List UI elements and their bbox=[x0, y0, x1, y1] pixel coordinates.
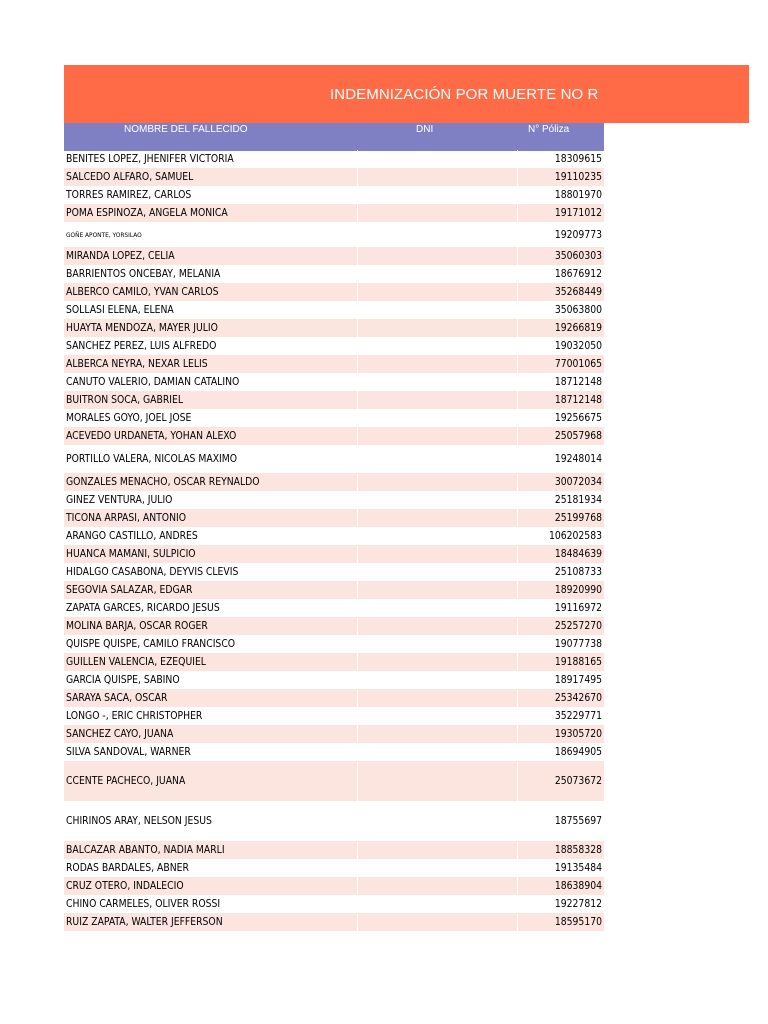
poliza-cell: 77001065 bbox=[554, 358, 602, 370]
table-row bbox=[64, 473, 604, 491]
deceased-name-cell: RODAS BARDALES, ABNER bbox=[66, 862, 189, 874]
table-row bbox=[64, 427, 604, 445]
deceased-name-cell: MIRANDA LOPEZ, CELIA bbox=[66, 250, 175, 262]
poliza-cell: 19266819 bbox=[554, 322, 602, 334]
table-row bbox=[64, 204, 604, 222]
deceased-name-cell: BUITRON SOCA, GABRIEL bbox=[66, 394, 184, 406]
poliza-cell: 18484639 bbox=[554, 548, 602, 560]
dni-cell bbox=[357, 509, 518, 527]
deceased-name-cell: QUISPE QUISPE, CAMILO FRANCISCO bbox=[66, 638, 236, 650]
dni-cell bbox=[357, 527, 518, 545]
poliza-cell: 19116972 bbox=[554, 602, 602, 614]
table-row bbox=[64, 859, 604, 877]
table-row bbox=[64, 509, 604, 527]
poliza-cell: 19171012 bbox=[554, 207, 602, 219]
dni-cell bbox=[357, 491, 518, 509]
table-row bbox=[64, 373, 604, 391]
poliza-cell: 19305720 bbox=[554, 728, 602, 740]
deceased-name-cell: GINEZ VENTURA, JULIO bbox=[66, 494, 173, 506]
dni-cell bbox=[357, 204, 518, 222]
table-row bbox=[64, 635, 604, 653]
table-row bbox=[64, 527, 604, 545]
table-row bbox=[64, 491, 604, 509]
deceased-name-cell: CHIRINOS ARAY, NELSON JESUS bbox=[66, 815, 212, 827]
table-row bbox=[64, 743, 604, 761]
poliza-cell: 35268449 bbox=[554, 286, 602, 298]
deceased-name-cell: CCENTE PACHECO, JUANA bbox=[66, 775, 186, 787]
dni-cell bbox=[357, 913, 518, 931]
dni-cell bbox=[357, 725, 518, 743]
table-row bbox=[64, 445, 604, 473]
poliza-cell: 19032050 bbox=[554, 340, 602, 352]
poliza-cell: 18309615 bbox=[554, 153, 602, 165]
deceased-name-cell: POMA ESPINOZA, ANGELA MONICA bbox=[66, 207, 228, 219]
dni-cell bbox=[357, 707, 518, 725]
deceased-name-cell: SALCEDO ALFARO, SAMUEL bbox=[66, 171, 194, 183]
table-row bbox=[64, 283, 604, 301]
dni-cell bbox=[357, 671, 518, 689]
deceased-name-cell: GUILLEN VALENCIA, EZEQUIEL bbox=[66, 656, 206, 668]
poliza-cell: 25073672 bbox=[554, 775, 602, 787]
dni-cell bbox=[357, 841, 518, 859]
dni-cell bbox=[357, 427, 518, 445]
deceased-name-cell: ZAPATA GARCES, RICARDO JESUS bbox=[66, 602, 220, 614]
poliza-cell: 106202583 bbox=[548, 530, 602, 542]
deceased-name-cell: BARRIENTOS ONCEBAY, MELANIA bbox=[66, 268, 221, 280]
deceased-name-cell: SARAYA SACA, OSCAR bbox=[66, 692, 168, 704]
dni-cell bbox=[357, 653, 518, 671]
poliza-cell: 25181934 bbox=[554, 494, 602, 506]
table-row bbox=[64, 761, 604, 801]
poliza-cell: 18712148 bbox=[554, 376, 602, 388]
poliza-cell: 19209773 bbox=[554, 228, 602, 241]
table-row bbox=[64, 337, 604, 355]
table-row bbox=[64, 355, 604, 373]
poliza-cell: 18801970 bbox=[554, 189, 602, 201]
dni-cell bbox=[357, 801, 518, 841]
deceased-name-cell: LONGO -, ERIC CHRISTOPHER bbox=[66, 710, 203, 722]
dni-cell bbox=[357, 301, 518, 319]
poliza-cell: 18676912 bbox=[554, 268, 602, 280]
poliza-cell: 19077738 bbox=[554, 638, 602, 650]
table-row bbox=[64, 581, 604, 599]
table-row bbox=[64, 150, 604, 168]
poliza-cell: 19248014 bbox=[554, 453, 602, 465]
deceased-name-cell: PORTILLO VALERA, NICOLAS MAXIMO bbox=[66, 453, 238, 465]
table-row bbox=[64, 617, 604, 635]
poliza-cell: 25108733 bbox=[554, 566, 602, 578]
dni-cell bbox=[357, 877, 518, 895]
table-row bbox=[64, 689, 604, 707]
deceased-name-cell: HIDALGO CASABONA, DEYVIS CLEVIS bbox=[66, 566, 239, 578]
deceased-name-cell: TORRES RAMIREZ, CARLOS bbox=[66, 189, 192, 201]
dni-cell bbox=[357, 445, 518, 473]
dni-cell bbox=[357, 895, 518, 913]
dni-cell bbox=[357, 373, 518, 391]
column-header-poliza: N° Póliza bbox=[528, 124, 570, 135]
poliza-cell: 25199768 bbox=[554, 512, 602, 524]
dni-cell bbox=[357, 581, 518, 599]
dni-cell bbox=[357, 319, 518, 337]
deceased-name-cell: RUIZ ZAPATA, WALTER JEFFERSON bbox=[66, 916, 223, 928]
deceased-name-cell: TICONA ARPASI, ANTONIO bbox=[66, 512, 187, 524]
deceased-name-cell: MORALES GOYO, JOEL JOSE bbox=[66, 412, 192, 424]
dni-cell bbox=[357, 689, 518, 707]
table-row bbox=[64, 222, 604, 247]
table-row bbox=[64, 877, 604, 895]
deceased-name-cell: SANCHEZ PEREZ, LUIS ALFREDO bbox=[66, 340, 217, 352]
poliza-cell: 25342670 bbox=[554, 692, 602, 704]
deceased-name-cell: ARANGO CASTILLO, ANDRES bbox=[66, 530, 198, 542]
table-row bbox=[64, 301, 604, 319]
poliza-cell: 18755697 bbox=[554, 815, 602, 827]
table-row bbox=[64, 725, 604, 743]
poliza-cell: 35063800 bbox=[554, 304, 602, 316]
dni-cell bbox=[357, 337, 518, 355]
poliza-cell: 35229771 bbox=[554, 710, 602, 722]
deceased-name-cell: CHINO CARMELES, OLIVER ROSSI bbox=[66, 898, 221, 910]
poliza-cell: 35060303 bbox=[554, 250, 602, 262]
poliza-cell: 18917495 bbox=[554, 674, 602, 686]
deceased-name-cell: GONZALES MENACHO, OSCAR REYNALDO bbox=[66, 476, 260, 488]
table-row bbox=[64, 801, 604, 841]
table-row bbox=[64, 671, 604, 689]
table-body bbox=[64, 150, 604, 931]
page-title: INDEMNIZACIÓN POR MUERTE NO R bbox=[330, 86, 599, 103]
poliza-cell: 19110235 bbox=[554, 171, 602, 183]
table-row bbox=[64, 247, 604, 265]
dni-cell bbox=[357, 859, 518, 877]
table-row bbox=[64, 168, 604, 186]
table-row bbox=[64, 186, 604, 204]
poliza-cell: 25057968 bbox=[554, 430, 602, 442]
poliza-cell: 19227812 bbox=[554, 898, 602, 910]
dni-cell bbox=[357, 186, 518, 204]
deceased-name-cell: CANUTO VALERIO, DAMIAN CATALINO bbox=[66, 376, 240, 388]
deceased-name-cell: CRUZ OTERO, INDALECIO bbox=[66, 880, 184, 892]
dni-cell bbox=[357, 222, 518, 247]
poliza-cell: 19135484 bbox=[554, 862, 602, 874]
dni-cell bbox=[357, 761, 518, 801]
deceased-name-cell: SILVA SANDOVAL, WARNER bbox=[66, 746, 191, 758]
dni-cell bbox=[357, 265, 518, 283]
dni-cell bbox=[357, 391, 518, 409]
table-row bbox=[64, 545, 604, 563]
deceased-name-cell: HUANCA MAMANI, SULPICIO bbox=[66, 548, 196, 560]
dni-cell bbox=[357, 168, 518, 186]
table-row bbox=[64, 895, 604, 913]
deceased-name-cell: SOLLASI ELENA, ELENA bbox=[66, 304, 174, 316]
dni-cell bbox=[357, 247, 518, 265]
poliza-cell: 25257270 bbox=[554, 620, 602, 632]
table-row bbox=[64, 653, 604, 671]
table-row bbox=[64, 563, 604, 581]
deceased-name-cell: HUAYTA MENDOZA, MAYER JULIO bbox=[66, 322, 218, 334]
poliza-cell: 30072034 bbox=[554, 476, 602, 488]
deceased-name-cell: ACEVEDO URDANETA, YOHAN ALEXO bbox=[66, 430, 237, 442]
poliza-cell: 18638904 bbox=[554, 880, 602, 892]
dni-cell bbox=[357, 599, 518, 617]
deceased-name-cell: SEGOVIA SALAZAR, EDGAR bbox=[66, 584, 193, 596]
dni-cell bbox=[357, 545, 518, 563]
dni-cell bbox=[357, 635, 518, 653]
poliza-cell: 18595170 bbox=[554, 916, 602, 928]
dni-cell bbox=[357, 355, 518, 373]
column-header-name: NOMBRE DEL FALLECIDO bbox=[124, 124, 248, 135]
dni-cell bbox=[357, 563, 518, 581]
deceased-name-cell: BALCAZAR ABANTO, NADIA MARLI bbox=[66, 844, 225, 856]
table-row bbox=[64, 409, 604, 427]
dni-cell bbox=[357, 283, 518, 301]
deceased-name-cell: GARCIA QUISPE, SABINO bbox=[66, 674, 180, 686]
dni-cell bbox=[357, 743, 518, 761]
poliza-cell: 19188165 bbox=[554, 656, 602, 668]
deceased-name-cell: ALBERCA NEYRA, NEXAR LELIS bbox=[66, 358, 208, 370]
deceased-name-cell: GOÑE APONTE, YORSILAO bbox=[66, 230, 142, 239]
table-row bbox=[64, 391, 604, 409]
deceased-name-cell: MOLINA BARJA, OSCAR ROGER bbox=[66, 620, 208, 632]
poliza-cell: 19256675 bbox=[554, 412, 602, 424]
deceased-name-cell: BENITES LOPEZ, JHENIFER VICTORIA bbox=[66, 153, 234, 165]
dni-cell bbox=[357, 409, 518, 427]
deceased-name-cell: SANCHEZ CAYO, JUANA bbox=[66, 728, 174, 740]
poliza-cell: 18694905 bbox=[554, 746, 602, 758]
deceased-name-cell: ALBERCO CAMILO, YVAN CARLOS bbox=[66, 286, 219, 298]
dni-cell bbox=[357, 473, 518, 491]
poliza-cell: 18920990 bbox=[554, 584, 602, 596]
dni-cell bbox=[357, 150, 518, 168]
table-row bbox=[64, 319, 604, 337]
table-row bbox=[64, 707, 604, 725]
table-row bbox=[64, 913, 604, 931]
poliza-cell: 18858328 bbox=[554, 844, 602, 856]
dni-cell bbox=[357, 617, 518, 635]
table-row bbox=[64, 265, 604, 283]
column-header-dni: DNI bbox=[416, 124, 434, 135]
table-row bbox=[64, 599, 604, 617]
table-row bbox=[64, 841, 604, 859]
poliza-cell: 18712148 bbox=[554, 394, 602, 406]
